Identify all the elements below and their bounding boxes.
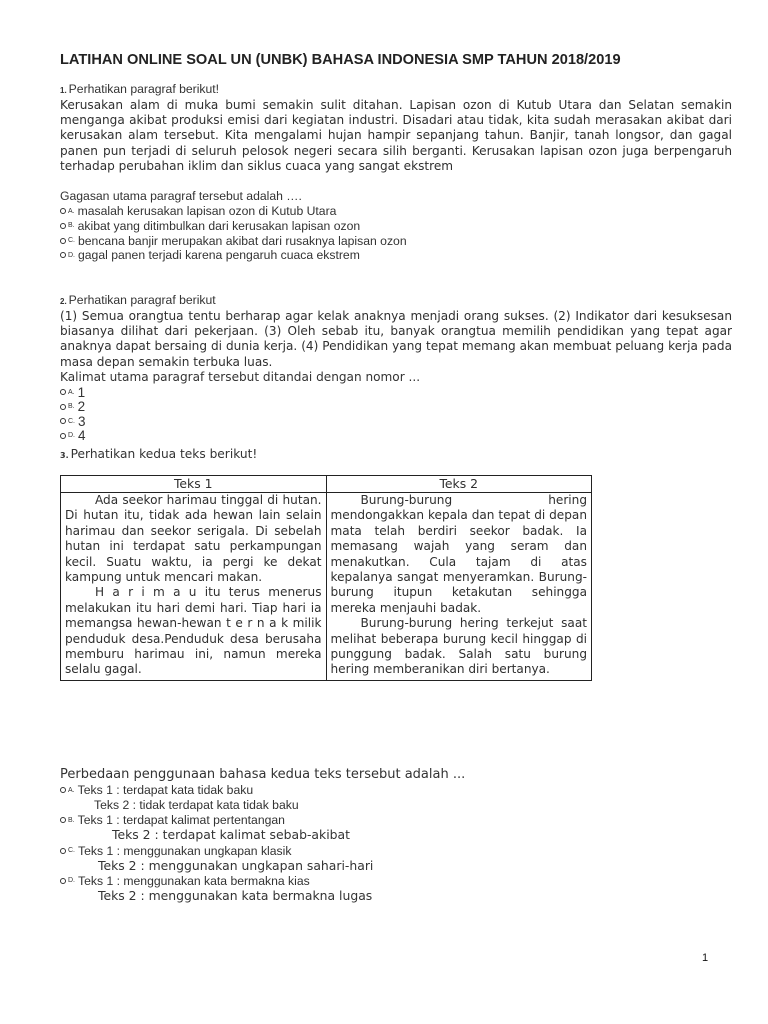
radio-icon[interactable] — [60, 252, 66, 258]
radio-icon[interactable] — [60, 389, 66, 395]
radio-icon[interactable] — [60, 208, 66, 214]
question-1-options — [60, 204, 732, 262]
option-1c[interactable]: C. bencana banjir merupakan akibat dari rusaknya lapisan ozon — [60, 233, 732, 248]
question-3-heading — [60, 447, 257, 463]
option-3d[interactable]: D. Teks 1 : menggunakan kata bermakna kias — [60, 874, 465, 888]
radio-icon[interactable] — [60, 404, 66, 410]
option-3c-line2: Teks 2 : menggunakan ungkapan sahari-hari — [98, 857, 374, 873]
option-2b[interactable]: B. 2 — [60, 399, 732, 414]
option-3b-line2: Teks 2 : terdapat kalimat sebab-akibat — [112, 827, 350, 843]
question-1 — [60, 82, 732, 262]
option-3a[interactable]: A. Teks 1 : terdapat kata tidak baku — [60, 783, 465, 797]
page-title: LATIHAN ONLINE SOAL UN (UNBK) BAHASA INDONESIA SMP TAHUN 2018/2019 — [60, 52, 621, 68]
text2-cell — [326, 493, 592, 681]
question-2-paragraph: (1) Semua orangtua tentu berharap agar kelak anaknya menjadi orang sukses. (2) Indikator dari kesuksesan biasanya dilihat dari pekerjaan. (3) Oleh sebab itu, banyak orangtua memilih pendidikan yang tepat agar anaknya dapat bersaing di dunia kerja. (4) Pendidikan yang tepat memang akan membuat peluang kerja pada masa depan semakin terbuka luas. — [60, 309, 732, 369]
question-3-options — [60, 783, 465, 904]
option-1b[interactable]: B. akibat yang ditimbulkan dari kerusakan lapisan ozon — [60, 219, 732, 234]
radio-icon[interactable] — [60, 433, 66, 439]
radio-icon[interactable] — [60, 238, 66, 244]
option-3a-line2: Teks 2 : tidak terdapat kata tidak baku — [94, 798, 299, 812]
text2-paragraph-1: Burung-burung hering mendongakkan kepala dan tepat di depan mata telah berdiri seekor badak. Ia memasang wajah yang seram dan menakutkan. Cula tajam di atas kepalanya sangat menyeramkan. Burung-burung itupun ketakutan sehingga mereka menjauhi badak. — [330, 493, 587, 615]
radio-icon[interactable] — [60, 848, 66, 854]
radio-icon[interactable] — [60, 223, 66, 229]
table-header-text2: Teks 2 — [326, 476, 592, 493]
question-1-instruction: Perhatikan paragraf berikut! — [68, 82, 220, 96]
question-2-options — [60, 385, 732, 443]
text2-paragraph-2: Burung-burung hering terkejut saat melihat beberapa burung kecil hinggap di punggung badak. Salah satu burung hering memberanikan diri bertanya. — [330, 616, 587, 677]
question-2-heading — [60, 293, 732, 309]
table-header-row — [61, 476, 592, 493]
text1-paragraph-2: H a r i m a u itu terus menerus melakukan itu hari demi hari. Tiap hari ia memangsa hewan-hewan t e r n a k milik penduduk desa.Penduduk desa berusaha memburu harimau ini, namun mereka selalu gagal. — [65, 585, 322, 677]
comparison-table — [60, 475, 592, 681]
table-header-text1: Teks 1 — [61, 476, 327, 493]
question-2-stem: Kalimat utama paragraf tersebut ditandai dengan nomor ... — [60, 369, 421, 384]
radio-icon[interactable] — [60, 787, 66, 793]
option-3d-line2: Teks 2 : menggunakan kata bermakna lugas — [98, 887, 373, 903]
option-3c[interactable]: C. Teks 1 : menggunakan ungkapan klasik — [60, 844, 465, 858]
text1-cell — [61, 493, 327, 681]
radio-icon[interactable] — [60, 418, 66, 424]
radio-icon[interactable] — [60, 817, 66, 823]
option-1a[interactable]: A. masalah kerusakan lapisan ozon di Kutub Utara — [60, 204, 732, 219]
radio-icon[interactable] — [60, 878, 66, 884]
question-2 — [60, 293, 732, 443]
question-1-stem: Gagasan utama paragraf tersebut adalah …. — [60, 189, 302, 204]
page-number: 1 — [702, 952, 709, 964]
question-3-number: 3. — [60, 451, 69, 460]
option-2a[interactable]: A. 1 — [60, 385, 732, 400]
option-1d[interactable]: D. gagal panen terjadi karena pengaruh cuaca ekstrem — [60, 248, 732, 263]
option-3b[interactable]: B. Teks 1 : terdapat kalimat pertentangan — [60, 813, 465, 827]
question-1-paragraph: Kerusakan alam di muka bumi semakin sulit ditahan. Lapisan ozon di Kutub Utara dan Selatan semakin menganga akibat produksi emisi dari kegiatan industri. Disadari atau tidak, kita sudah merasakan akibat dari kerusakan alam tersebut. Kita mengalami hujan hampir sepanjang tahun. Banjir, tanah longsor, dan gagal panen pun terjadi di seluruh pelosok negeri secara silih berganti. Kerusakan lapisan ozon juga berpengaruh terhadap perubahan iklim dan siklus cuaca yang sangat ekstrem — [60, 98, 732, 173]
question-2-number: 2. — [60, 297, 67, 306]
text1-paragraph-1: Ada seekor harimau tinggal di hutan. Di hutan itu, tidak ada hewan lain selain harimau dan seekor serigala. Di sebelah hutan ini terdapat satu perkampungan kecil. Suatu waktu, ia pergi ke dekat kampung untuk mencari makan. — [65, 493, 322, 585]
question-2-instruction: Perhatikan paragraf berikut — [68, 293, 216, 307]
question-3-answers — [60, 767, 465, 904]
table-row — [61, 493, 592, 681]
option-2d[interactable]: D. 4 — [60, 429, 732, 444]
question-1-number: 1. — [60, 86, 67, 95]
option-2c[interactable]: C. 3 — [60, 414, 732, 429]
question-3-stem: Perbedaan penggunaan bahasa kedua teks tersebut adalah ... — [60, 767, 466, 782]
question-1-heading — [60, 82, 732, 98]
question-3-instruction: Perhatikan kedua teks berikut! — [70, 447, 258, 461]
